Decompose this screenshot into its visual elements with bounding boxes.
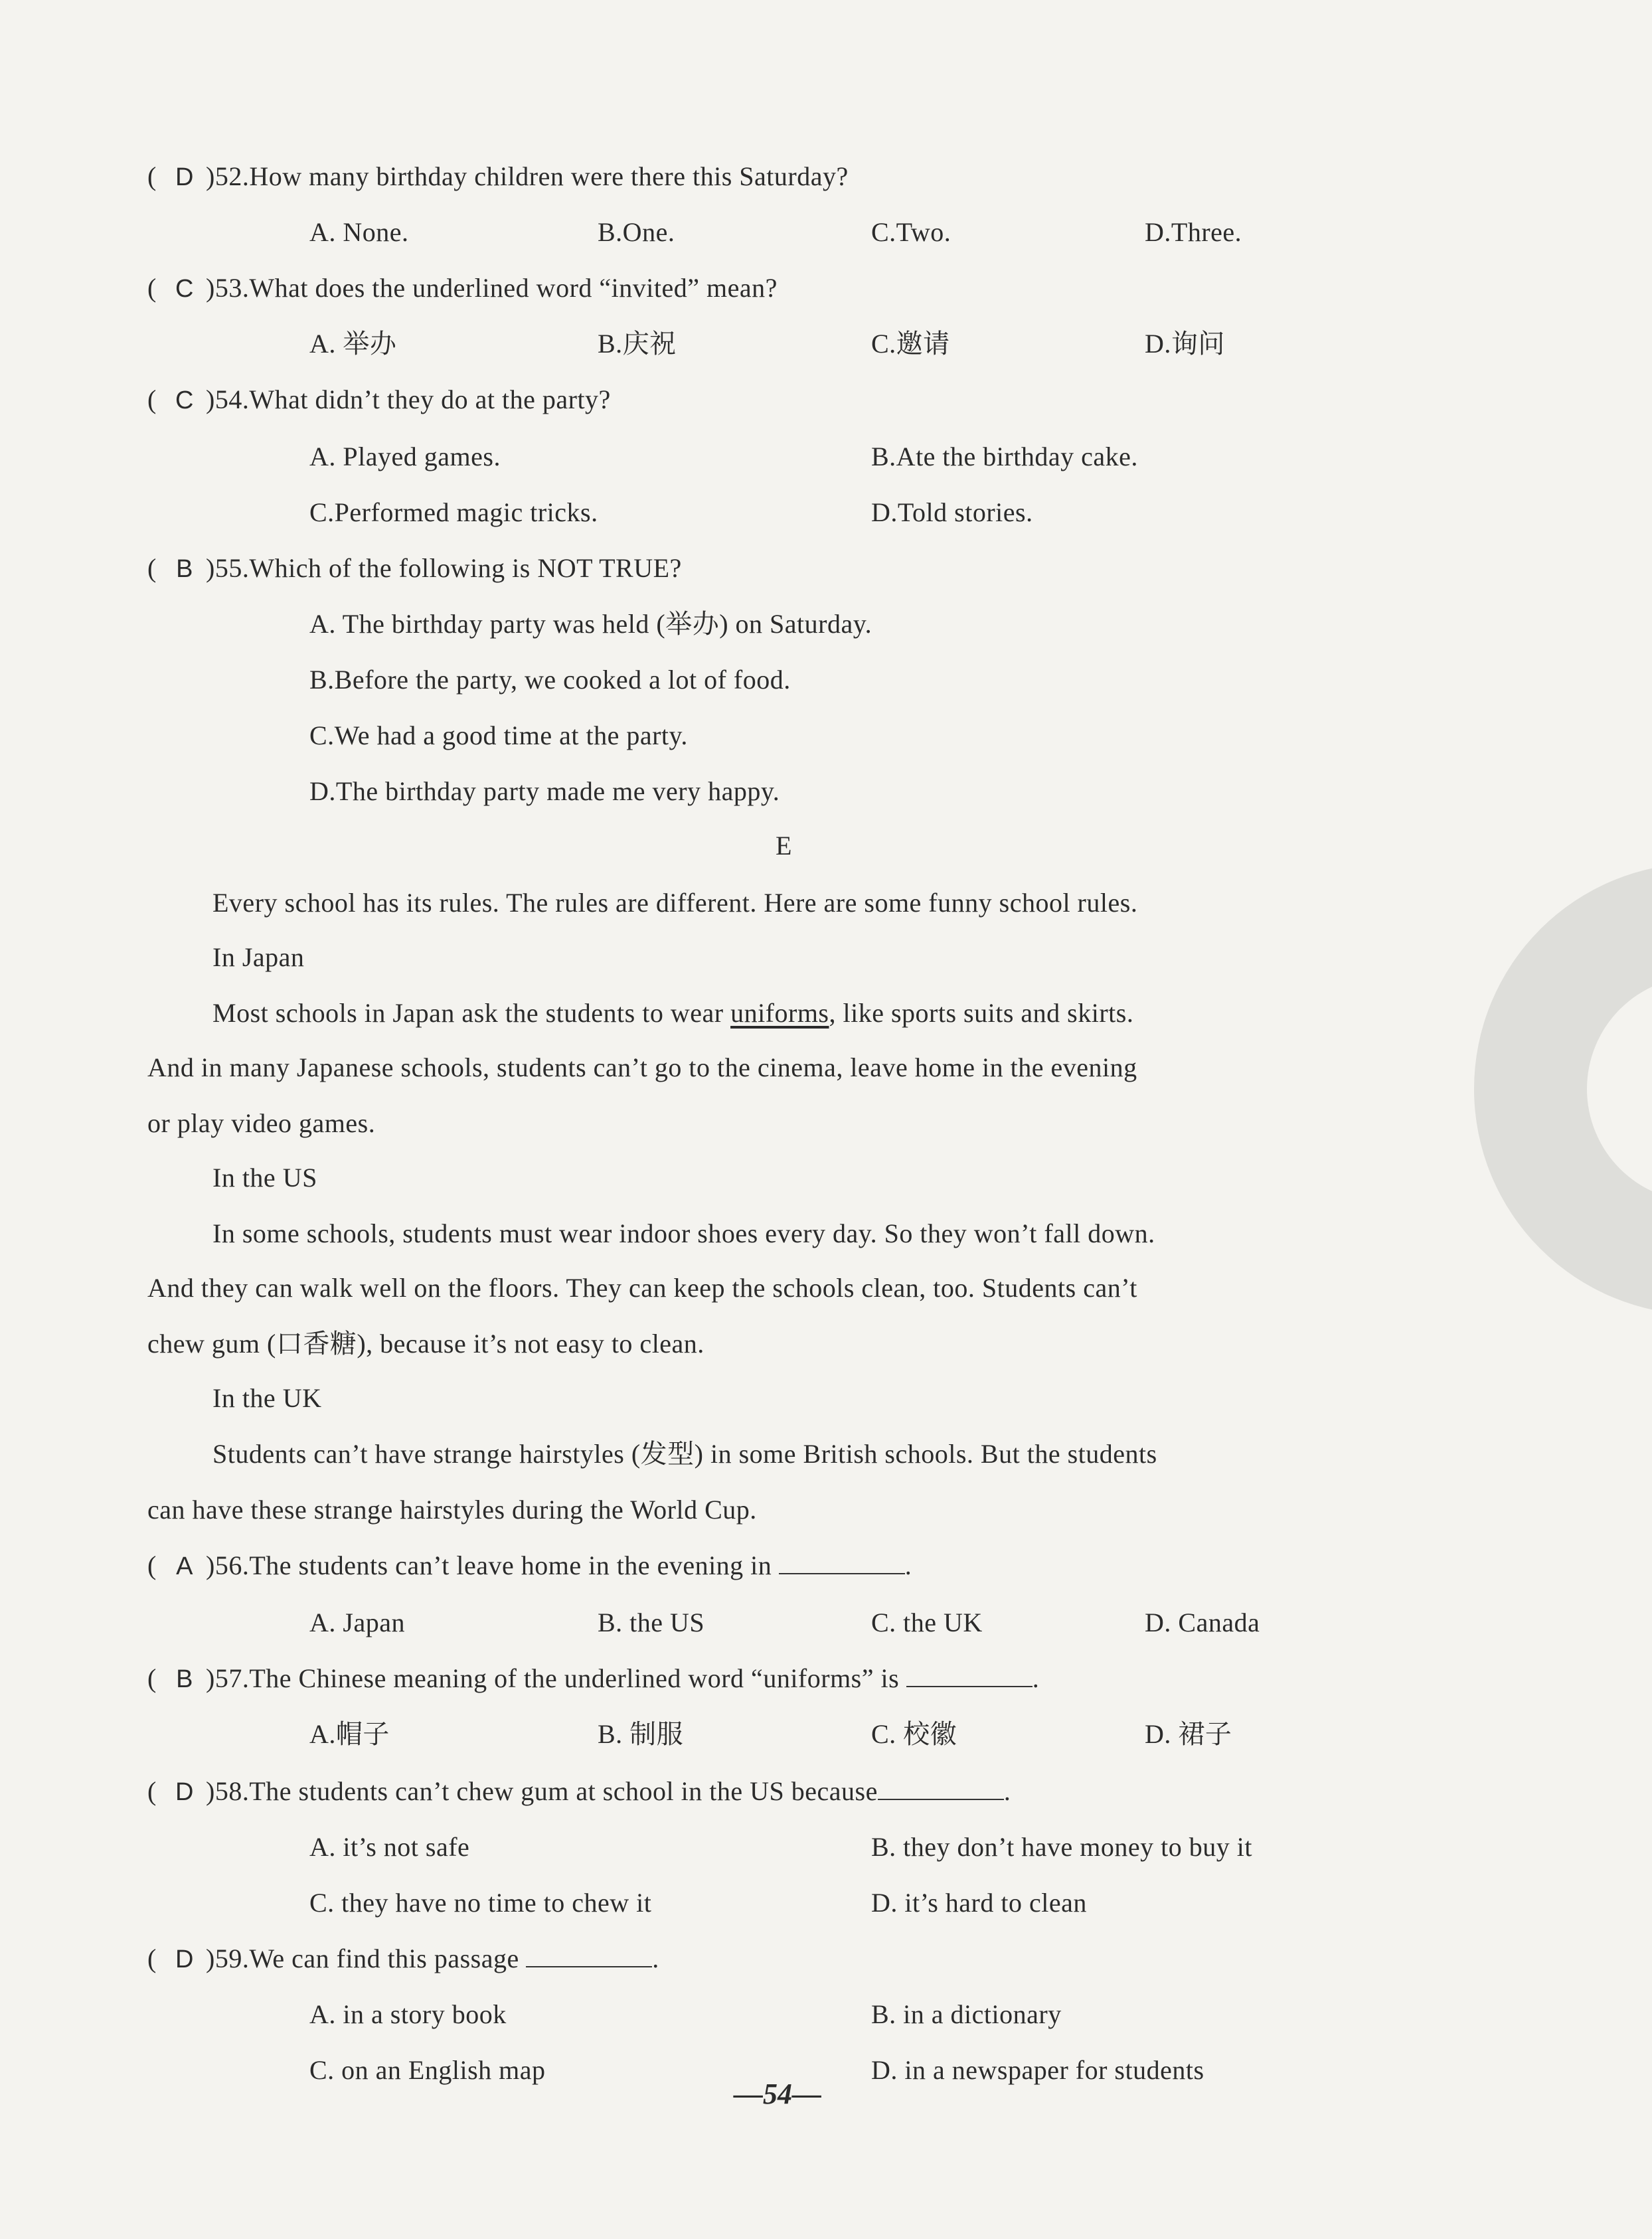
passage-text: , like sports suits and skirts. (829, 998, 1134, 1028)
option-53-b: B.庆祝 (598, 329, 677, 359)
option-56-b: B. the US (598, 1608, 705, 1637)
answer-59: D (175, 1946, 194, 1973)
option-56-c: C. the UK (871, 1608, 983, 1637)
answer-57: B (176, 1665, 193, 1693)
option-58-a: A. it’s not safe (309, 1832, 470, 1862)
sentence-end: . (1032, 1663, 1040, 1693)
option-58-b: B. they don’t have money to buy it (871, 1832, 1252, 1862)
question-58-text: )58.The students can’t chew gum at school in the US because (206, 1776, 878, 1806)
passage-japan-line-3: or play video games. (147, 1108, 376, 1138)
sentence-end: . (904, 1550, 912, 1580)
option-55-d: D.The birthday party made me very happy. (309, 776, 780, 806)
option-54-c: C.Performed magic tricks. (309, 497, 598, 527)
question-59-text: )59.We can find this passage (206, 1944, 527, 1973)
answer-54: C (175, 386, 194, 414)
option-52-d: D.Three. (1145, 217, 1242, 247)
option-58-c: C. they have no time to chew it (309, 1888, 652, 1918)
option-54-b: B.Ate the birthday cake. (871, 442, 1138, 471)
page-number: —54— (734, 2078, 821, 2110)
option-59-d: D. in a newspaper for students (871, 2055, 1204, 2085)
paren-open: ( (147, 1550, 157, 1580)
question-59 (147, 1946, 659, 1972)
answer-blank (906, 1666, 1032, 1687)
question-52-text: )52.How many birthday children were there this Saturday? (206, 161, 849, 191)
option-53-a: A. 举办 (309, 329, 397, 359)
passage-uk-line-2: can have these strange hairstyles during the World Cup. (147, 1495, 757, 1525)
heading-uk: In the UK (212, 1383, 322, 1413)
passage-japan-line-1 (212, 1000, 1133, 1027)
option-52-c: C.Two. (871, 217, 951, 247)
paren-open: ( (147, 1776, 157, 1806)
passage-japan-line-2: And in many Japanese schools, students can’t go to the cinema, leave home in the evening (147, 1052, 1137, 1082)
answer-blank (779, 1553, 905, 1574)
paren-open: ( (147, 384, 157, 414)
question-52 (147, 163, 849, 190)
option-55-a: A. The birthday party was held (举办) on Saturday. (309, 609, 872, 639)
option-56-a: A. Japan (309, 1608, 405, 1637)
option-53-c: C.邀请 (871, 329, 950, 359)
section-letter: E (776, 831, 792, 861)
question-53 (147, 275, 778, 301)
option-57-b: B. 制服 (598, 1719, 684, 1749)
option-54-d: D.Told stories. (871, 497, 1033, 527)
question-54 (147, 386, 611, 413)
option-59-c: C. on an English map (309, 2055, 546, 2085)
underlined-word-uniforms: uniforms (730, 998, 829, 1028)
answer-blank (526, 1946, 652, 1967)
passage-intro: Every school has its rules. The rules are different. Here are some funny school rules. (212, 888, 1138, 918)
option-57-a: A.帽子 (309, 1719, 390, 1749)
sentence-end: . (1003, 1776, 1011, 1806)
paren-open: ( (147, 273, 157, 303)
option-52-a: A. None. (309, 217, 409, 247)
question-55-text: )55.Which of the following is NOT TRUE? (206, 553, 682, 583)
answer-55: B (176, 555, 193, 583)
paren-open: ( (147, 161, 157, 191)
answer-58: D (175, 1778, 194, 1806)
option-53-d: D.询问 (1145, 329, 1225, 359)
option-59-b: B. in a dictionary (871, 1999, 1062, 2029)
heading-japan: In Japan (212, 942, 305, 972)
sentence-end: . (652, 1944, 659, 1973)
option-57-c: C. 校徽 (871, 1719, 957, 1749)
passage-uk-line-1: Students can’t have strange hairstyles (发型) in some British schools. But the students (212, 1439, 1157, 1469)
passage-us-line-1: In some schools, students must wear indoor shoes every day. So they won’t fall down. (212, 1218, 1155, 1248)
paren-open: ( (147, 1663, 157, 1693)
option-56-d: D. Canada (1145, 1608, 1260, 1637)
paren-open: ( (147, 553, 157, 583)
option-55-b: B.Before the party, we cooked a lot of food. (309, 665, 791, 695)
question-54-text: )54.What didn’t they do at the party? (206, 384, 611, 414)
heading-us: In the US (212, 1163, 317, 1193)
paren-open: ( (147, 1944, 157, 1973)
option-57-d: D. 裙子 (1145, 1719, 1232, 1749)
passage-us-line-2: And they can walk well on the floors. They can keep the schools clean, too. Students can’t (147, 1273, 1137, 1303)
passage-text: Most schools in Japan ask the students to wear (212, 998, 731, 1028)
answer-56: A (176, 1552, 193, 1580)
option-59-a: A. in a story book (309, 1999, 507, 2029)
option-54-a: A. Played games. (309, 442, 501, 471)
question-53-text: )53.What does the underlined word “invited” mean? (206, 273, 778, 303)
option-58-d: D. it’s hard to clean (871, 1888, 1087, 1918)
answer-53: C (175, 275, 194, 303)
option-55-c: C.We had a good time at the party. (309, 720, 688, 750)
passage-us-line-3: chew gum (口香糖), because it’s not easy to clean. (147, 1329, 704, 1359)
question-56 (147, 1552, 912, 1579)
question-57 (147, 1665, 1039, 1692)
question-58 (147, 1778, 1011, 1805)
option-52-b: B.One. (598, 217, 675, 247)
question-56-text: )56.The students can’t leave home in the evening in (206, 1550, 779, 1580)
question-57-text: )57.The Chinese meaning of the underlined word “uniforms” is (206, 1663, 906, 1693)
answer-52: D (175, 163, 194, 191)
answer-blank (878, 1779, 1004, 1800)
question-55 (147, 555, 682, 582)
